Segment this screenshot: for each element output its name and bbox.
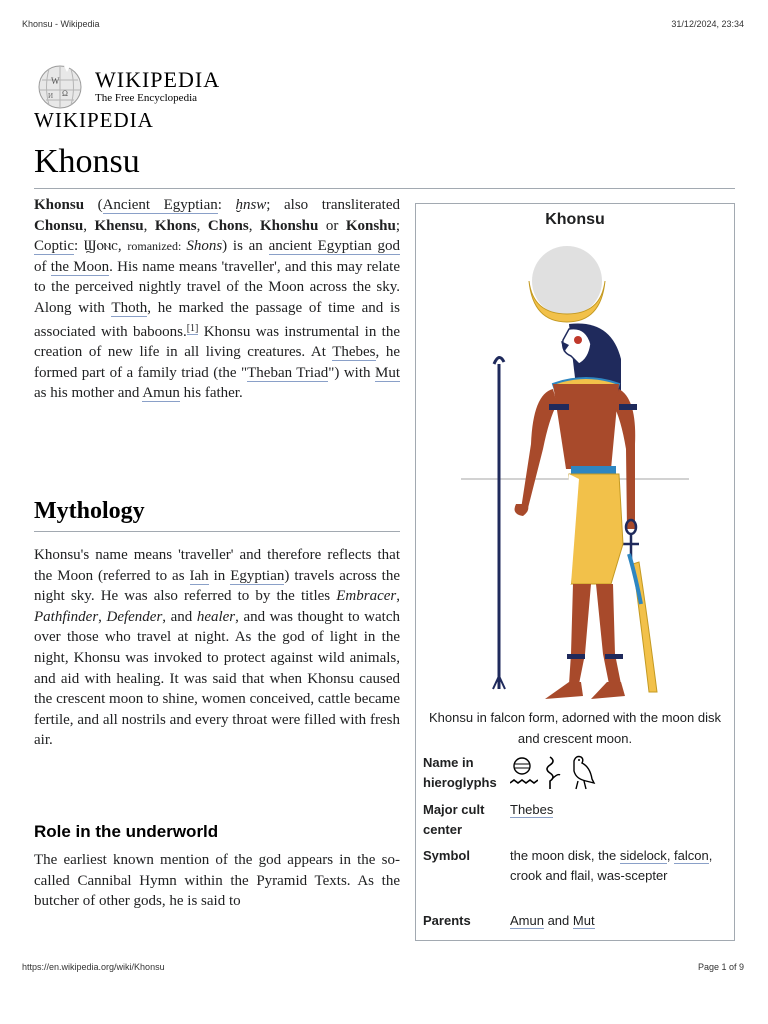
- title-embracer: Embracer: [336, 588, 397, 605]
- infobox-label: Name in hieroglyphs: [423, 755, 497, 790]
- wikipedia-tagline: The Free Encyclopedia: [95, 91, 198, 104]
- link-thoth[interactable]: Thoth: [111, 299, 148, 316]
- romanized-name: Shons: [186, 238, 223, 255]
- link-thebes[interactable]: Thebes: [332, 344, 376, 361]
- section-heading-underworld: Role in the underworld: [34, 822, 219, 841]
- text: (: [84, 197, 103, 213]
- alt-name-4: Chons: [207, 217, 249, 234]
- wikipedia-wordmark-secondary: WIKIPEDIA: [34, 108, 154, 132]
- text: ,: [396, 588, 400, 605]
- section-heading-mythology: Mythology: [34, 498, 145, 524]
- link-mut-infobox[interactable]: Mut: [572, 913, 595, 928]
- text: . His name means 'traveller', and this may relate to the perceived nightly travel of the Moon across the sky. Along with: [34, 258, 400, 316]
- khonsu-falcon-image[interactable]: [461, 244, 696, 704]
- alt-name-5: Khonshu: [259, 217, 319, 234]
- title-pathfinder: Pathfinder: [34, 608, 99, 625]
- text: ") with: [328, 364, 375, 381]
- infobox-row-symbol: [423, 846, 728, 886]
- print-footer: [22, 962, 744, 972]
- underworld-text: The earliest known mention of the god appears in the so-called Cannibal Hymn within the Pyramid Texts. As the butcher of other gods, he is said to: [34, 852, 400, 910]
- text: Khonsu was instrumental in the creation of new life in all living creatures. At: [34, 323, 400, 361]
- text: or: [318, 217, 346, 234]
- text: ) is an: [222, 238, 269, 255]
- print-header-title: Khonsu - Wikipedia: [22, 19, 100, 29]
- infobox-label: Major cult center: [423, 802, 485, 837]
- text: :: [74, 238, 84, 255]
- svg-text:Ω: Ω: [62, 89, 68, 98]
- text: , he marked the passage of time and is associated with baboons.: [34, 299, 400, 340]
- alt-name-6: Konshu: [345, 217, 396, 234]
- infobox-row-hieroglyphs: [423, 753, 728, 797]
- link-coptic[interactable]: Coptic: [34, 238, 74, 255]
- print-header-datetime: 31/12/2024, 23:34: [671, 19, 744, 29]
- text: ;: [395, 217, 401, 234]
- text: ) travels across the night sky. He was also referred to by the titles: [34, 567, 400, 605]
- wikipedia-logo[interactable]: [34, 62, 220, 110]
- link-amun-infobox[interactable]: Amun: [510, 913, 544, 928]
- page-title: Khonsu: [34, 143, 140, 180]
- print-footer-url: https://en.wikipedia.org/wiki/Khonsu: [22, 962, 165, 972]
- text: ,: [117, 238, 128, 255]
- link-sidelock[interactable]: sidelock: [619, 848, 667, 863]
- infobox: [415, 203, 735, 941]
- title-healer: healer: [196, 608, 236, 625]
- mythology-paragraph: [34, 545, 400, 751]
- text: of: [34, 258, 51, 275]
- text: ,: [83, 217, 95, 234]
- infobox-row-cult-center: [423, 800, 728, 840]
- svg-text:W: W: [51, 76, 60, 86]
- coptic-word: Ϣⲟⲛⲥ: [83, 238, 118, 255]
- svg-text:И: И: [48, 92, 54, 100]
- intro-paragraph: [34, 195, 400, 404]
- section-divider: [34, 531, 400, 532]
- infobox-image-caption: Khonsu in falcon form, adorned with the moon disk and crescent moon.: [429, 710, 721, 746]
- link-ancient-egyptian[interactable]: Ancient Egyptian: [102, 197, 218, 213]
- text: in: [208, 567, 231, 584]
- text: and: [543, 913, 573, 928]
- text: , crook and flail, was-scepter: [510, 848, 713, 883]
- transliteration: ḫnsw: [235, 197, 267, 213]
- wikipedia-globe-icon: [34, 62, 88, 110]
- text: , he formed part of a family triad (the ": [34, 344, 400, 381]
- text: ,: [143, 217, 155, 234]
- text: , and: [162, 608, 197, 625]
- link-falcon[interactable]: falcon: [674, 848, 709, 863]
- text: his father.: [179, 385, 243, 402]
- alt-name-2: Khensu: [94, 217, 144, 234]
- title-divider: [34, 188, 735, 189]
- hieroglyph-quail-chick-icon: [566, 753, 598, 791]
- infobox-label: Symbol: [423, 848, 470, 863]
- text: ,: [666, 848, 675, 863]
- link-ancient-egyptian-god[interactable]: ancient Egyptian god: [268, 238, 401, 255]
- hieroglyph-water-icon: [510, 757, 538, 791]
- text: as his mother and: [34, 385, 143, 402]
- print-footer-page: Page 1 of 9: [697, 962, 744, 972]
- link-the-moon[interactable]: the Moon: [50, 258, 110, 275]
- text: ,: [248, 217, 260, 234]
- link-amun[interactable]: Amun: [142, 385, 180, 402]
- title-defender: Defender: [106, 608, 163, 625]
- subject-name: Khonsu: [34, 197, 85, 213]
- text: ,: [98, 608, 107, 625]
- text: the moon disk, the: [510, 848, 620, 863]
- link-thebes-infobox[interactable]: Thebes: [510, 802, 554, 817]
- hieroglyph-reed-icon: [542, 755, 562, 791]
- text: ,: [196, 217, 208, 234]
- text: :: [217, 197, 236, 213]
- infobox-label: Parents: [423, 913, 471, 928]
- text: Khonsu's name means 'traveller' and therefore reflects that the Moon (referred to as: [34, 547, 400, 584]
- text: , and was thought to watch over those who travel at night. As the god of light in the night, Khonsu was invoked to protect against wild animals, and aid with healing. It was said that when Khonsu caused the crescent moon to shine, women conceived, cattle became fertile, and all nostrils and every throat were filled with fresh air.: [34, 608, 400, 749]
- reference-1[interactable]: [1]: [186, 322, 199, 334]
- infobox-title: Khonsu: [545, 211, 605, 228]
- infobox-row-parents: [423, 911, 728, 931]
- link-mut[interactable]: Mut: [374, 364, 400, 381]
- link-iah[interactable]: Iah: [189, 567, 209, 584]
- wikipedia-wordmark: WIKIPEDIA: [95, 66, 221, 92]
- alt-name-1: Chonsu: [34, 217, 84, 234]
- alt-name-3: Khons: [154, 217, 197, 234]
- romanized-label: romanized:: [127, 239, 187, 254]
- link-theban-triad[interactable]: Theban Triad: [247, 364, 329, 381]
- link-egyptian[interactable]: Egyptian: [230, 567, 285, 584]
- text: ; also transliterated: [266, 197, 400, 213]
- hieroglyph-name[interactable]: [510, 753, 598, 791]
- print-header: [22, 19, 744, 29]
- underworld-paragraph: [34, 850, 400, 912]
